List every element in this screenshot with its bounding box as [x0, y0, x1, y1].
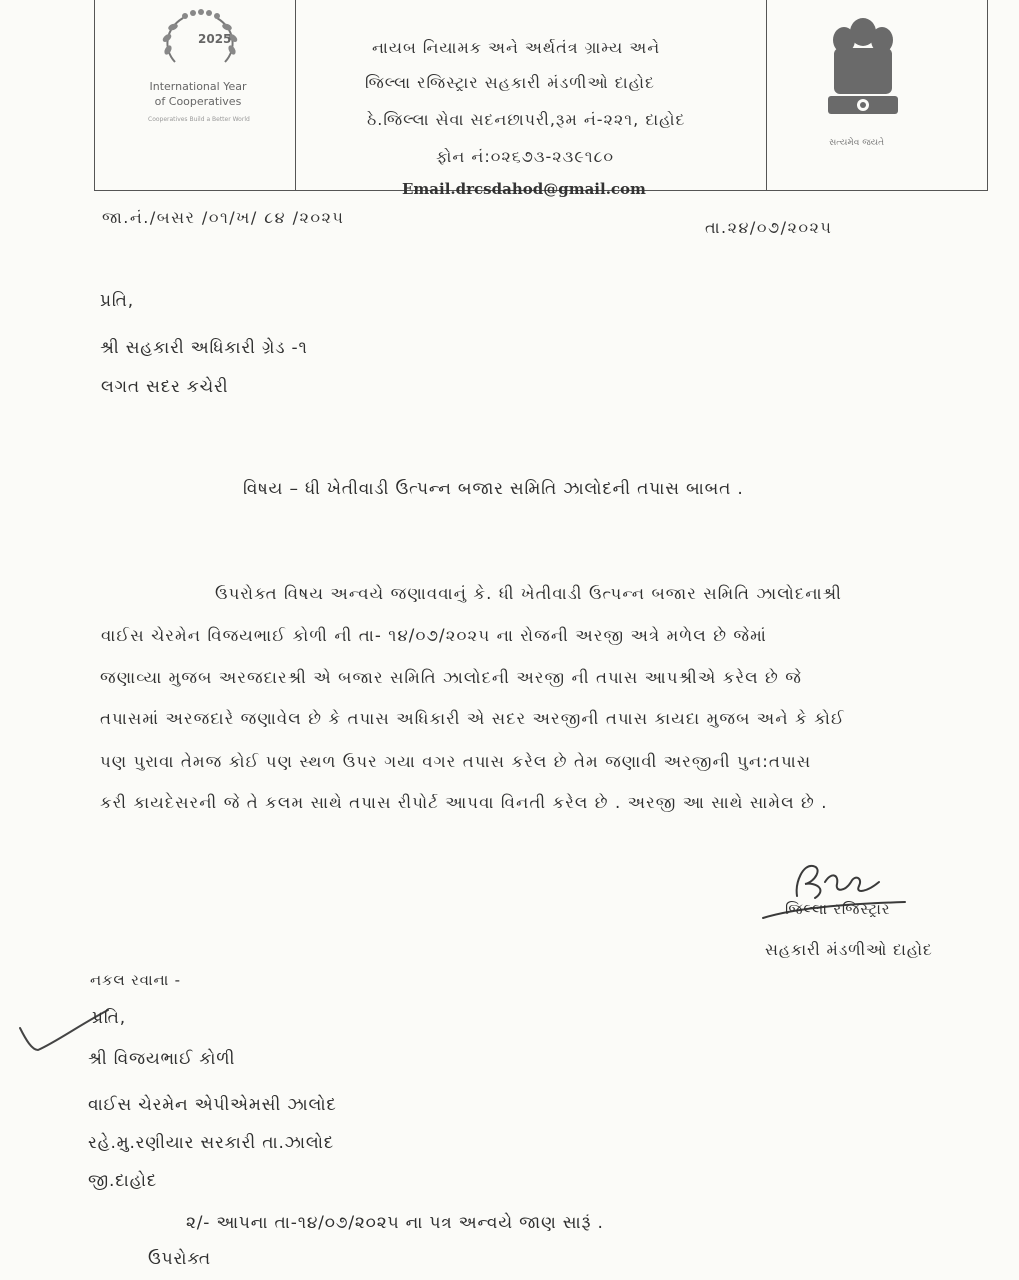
body-line-2: વાઈસ ચેરમેન વિજયભાઈ કોળી ની તા- ૧૪/૦૭/૨૦૨૫ ના રોજની અરજી અત્રે મળેલ છે જેમાં [101, 626, 767, 645]
office-line-2: જિલ્લા રજિસ્ટ્રાર સહકારી મંડળીઓ દાહોદ [365, 73, 655, 92]
body-line-5: પણ પુરાવા તેમજ કોઈ પણ સ્થળ ઉપર ગયા વગર તપાસ કરેલ છે તેમ જણાવી અરજીની પુન:તપાસ [100, 752, 812, 771]
signature-designation: જિલ્લા રજિસ્ટ્રાર [785, 900, 891, 918]
letterhead-divider-left [295, 0, 296, 190]
copy-line-4: રહે.મુ.રણીયાર સરકારી તા.ઝાલોદ [88, 1133, 335, 1153]
reference-date: તા.૨૪/૦૭/૨૦૨૫ [705, 218, 833, 237]
copy-last-line: ઉપરોક્ત [148, 1249, 211, 1269]
office-phone: ફોન નં:૦૨૬૭૩-૨૩૯૧૮૦ [436, 147, 615, 166]
signature-office: સહકારી મંડળીઓ દાહોદ [765, 940, 933, 959]
copy-line-1: પ્રતિ, [92, 1008, 126, 1028]
body-line-3: જણાવ્યા મુજબ અરજદારશ્રી એ બજાર સમિતિ ઝાલોદની અરજી ની તપાસ આપશ્રીએ કરેલ છે જે [100, 668, 802, 687]
office-email: Email.drcsdahod@gmail.com [402, 180, 646, 198]
copy-line-2: શ્રી વિજયભાઈ કોળી [88, 1049, 236, 1069]
subject-line: વિષય – ધી ખેતીવાડી ઉત્પન્ન બજાર સમિતિ ઝાલોદની તપાસ બાબત . [243, 479, 744, 499]
national-emblem-icon [808, 10, 918, 140]
office-line-1: નાયબ નિયામક અને અર્થતંત્ર ગ્રામ્ય અને [372, 38, 661, 57]
copy-heading: નકલ રવાના - [90, 971, 181, 989]
copy-note: ૨/- આપના તા-૧૪/૦૭/૨૦૨૫ ના પત્ર અન્વયે જાણ સારૂં . [186, 1213, 604, 1233]
logo-year: 2025 [198, 32, 232, 46]
body-line-4: તપાસમાં અરજદારે જણાવેલ છે કે તપાસ અધિકારી એ સદર અરજીની તપાસ કાયદા મુજબ અને કે કોઈ [100, 709, 845, 728]
addressee-line-2: શ્રી સહકારી અધિકારી ગ્રેડ -૧ [100, 338, 308, 358]
reference-number: જા.નં./બસર /૦૧/ખ/ ૮૪ /૨૦૨૫ [102, 208, 345, 227]
emblem-caption: સત્યમેવ જયતે [829, 138, 885, 148]
logo-tagline: Cooperatives Build a Better World [148, 116, 250, 123]
addressee-line-3: લગત સદર કચેરી [101, 377, 229, 397]
body-line-1: ઉપરોક્ત વિષય અન્વયે જણાવવાનું કે. ધી ખેતીવાડી ઉત્પન્ન બજાર સમિતિ ઝાલોદનાશ્રી [215, 584, 842, 603]
body-line-6: કરી કાયદેસરની જે તે કલમ સાથે તપાસ રીપોર્ટ આપવા વિનતી કરેલ છે . અરજી આ સાથે સામેલ છે . [100, 793, 828, 812]
letterhead-divider-right [766, 0, 767, 190]
office-line-3: ઠે.જિલ્લા સેવા સદનછાપરી,રૂમ નં-૨૨૧, દાહોદ [367, 110, 686, 129]
logo-title-line2: of Cooperatives [154, 95, 242, 108]
copy-line-5: જી.દાહોદ [88, 1171, 158, 1191]
copy-line-3: વાઈસ ચેરમેન એપીએમસી ઝાલોદ [88, 1095, 337, 1115]
logo-title-line1: International Year [149, 80, 247, 93]
addressee-line-1: પ્રતિ, [100, 291, 134, 311]
